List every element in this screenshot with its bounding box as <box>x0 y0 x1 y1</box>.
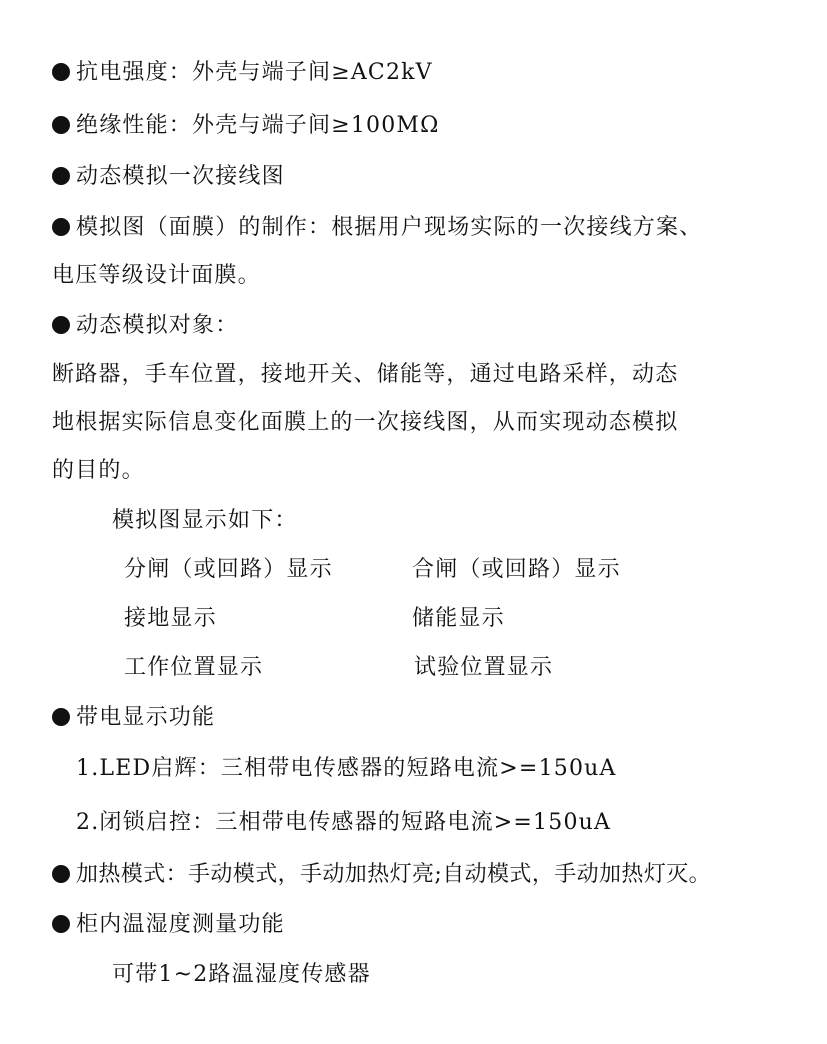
dynamic-objects-text: 动态模拟对象： <box>76 313 239 338</box>
insulation-text: 绝缘性能：外壳与端子间≥100MΩ <box>76 113 440 138</box>
display-intro-text: 模拟图显示如下： <box>112 508 298 533</box>
bullet-icon <box>52 316 70 334</box>
live-display-text: 带电显示功能 <box>76 705 216 730</box>
objects-desc-line-2 <box>52 408 678 438</box>
display-close-text: 合闸（或回路）显示 <box>412 557 621 582</box>
bullet-icon <box>52 865 70 883</box>
display-row-3 <box>124 653 824 683</box>
heating-mode-line <box>52 860 711 890</box>
display-open-text: 分闸（或回路）显示 <box>124 557 333 582</box>
display-work-pos-text: 工作位置显示 <box>124 655 264 680</box>
dynamic-diagram-text: 动态模拟一次接线图 <box>76 164 285 189</box>
live-display-line <box>52 703 215 733</box>
display-test-pos-text: 试验位置显示 <box>414 655 554 680</box>
panel-making-line <box>52 213 702 243</box>
lock-control-text: 2.闭锁启控：三相带电传感器的短路电流>=150uA <box>76 810 612 835</box>
objects-desc-text-3: 的目的。 <box>52 458 145 483</box>
humidity-sensor-text: 可带1~2路温湿度传感器 <box>112 962 371 987</box>
lock-control-line <box>76 808 611 838</box>
objects-desc-text-2: 地根据实际信息变化面膜上的一次接线图，从而实现动态模拟 <box>52 410 679 435</box>
led-glow-text: 1.LED启辉：三相带电传感器的短路电流>=150uA <box>76 756 617 781</box>
humidity-text: 柜内温湿度测量功能 <box>76 912 285 937</box>
insulation-line <box>52 111 440 141</box>
display-row-2 <box>124 604 824 634</box>
bullet-icon <box>52 218 70 236</box>
bullet-icon <box>52 63 70 81</box>
display-intro-line <box>112 506 298 536</box>
dielectric-strength-text: 抗电强度：外壳与端子间≥AC2kV <box>76 60 433 85</box>
dielectric-strength-line <box>52 58 433 88</box>
bullet-icon <box>52 116 70 134</box>
objects-desc-line-1 <box>52 360 678 390</box>
humidity-sensor-line <box>112 960 371 990</box>
dynamic-objects-line <box>52 311 238 341</box>
bullet-icon <box>52 708 70 726</box>
objects-desc-text-1: 断路器，手车位置，接地开关、储能等，通过电路采样，动态 <box>52 362 679 387</box>
display-row-1 <box>124 555 824 585</box>
bullet-icon <box>52 167 70 185</box>
panel-making-line-2 <box>52 261 261 291</box>
display-storage-text: 储能显示 <box>412 606 505 631</box>
heating-mode-text: 加热模式：手动模式，手动加热灯亮;自动模式，手动加热灯灭。 <box>76 862 712 887</box>
panel-making-text-1: 模拟图（面膜）的制作：根据用户现场实际的一次接线方案、 <box>76 215 703 240</box>
bullet-icon <box>52 915 70 933</box>
objects-desc-line-3 <box>52 456 145 486</box>
panel-making-text-2: 电压等级设计面膜。 <box>52 263 261 288</box>
display-ground-text: 接地显示 <box>124 606 217 631</box>
dynamic-diagram-line <box>52 162 285 192</box>
humidity-line <box>52 910 285 940</box>
led-glow-line <box>76 754 617 784</box>
